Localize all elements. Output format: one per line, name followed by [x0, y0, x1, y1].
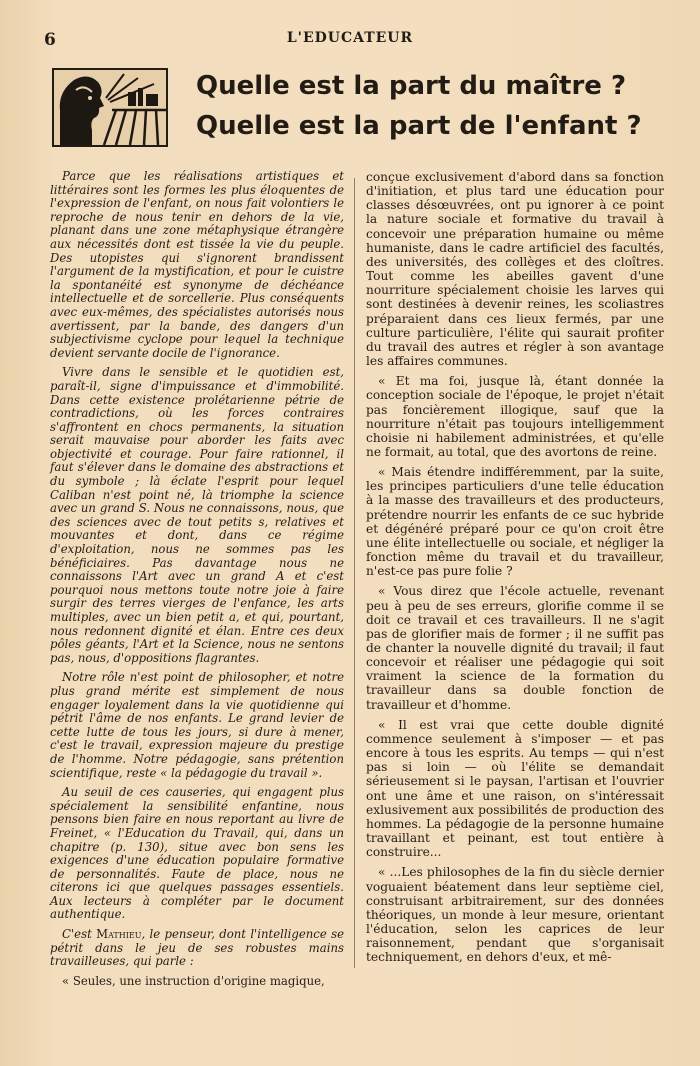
left-paragraph-1: Parce que les réalisations artistiques et littéraires sont les formes les plus éloquentes de l'expression de l'enfant, on nous fait volontiers le reproche de nous tenir en dehors de la vie, planant dans une zone métaphysique étrangère aux nécessités dont est tissée la vie du peuple. Des utopistes qui s'ignorent brandissent l'argument de la mystification, et pour le cuistre la spontanéité est synonyme de déchéance intellectuelle et de sorcellerie. Plus conséquents avec eux-mêmes, des spécialistes autorisés nous avertissent, par la bande, des dangers d'un subjectivisme cyclope pour lequel la technique devient servante docile de l'ignorance. [50, 169, 344, 360]
left-paragraph-4: Au seuil de ces causeries, qui engagent plus spécialement la sensibilité enfantine, nous pensons bien faire en nous reportant au livre de Freinet, « l'Education du Travail, qui, dans un chapitre (p. 130), situe avec bon sens les exigences d'une éducation populaire formative de personnalités. Faute de place, nous ne citerons ici que quelques passages essentiels. Aux lecteurs à compléter par le document authentique. [50, 785, 344, 922]
article-title [196, 66, 676, 146]
left-column [50, 170, 344, 994]
right-paragraph-4: « Vous direz que l'école actuelle, revenant peu à peu de ses erreurs, glorifie comme il se doit ce travail et ces travailleurs. Il ne s'agit pas de glorifier mais de former ; il ne suffit pas de chanter la nouvelle dignité du travail; il faut concevoir et réaliser une pédagogie qui soit vraiment la science de la formation du travailleur dans sa double fonction de travailleur et d'homme. [366, 584, 664, 712]
left-final-text-b: , le penseur, dont l'intelligence se pétrit dans le jeu de ses robustes mains travailleuses, qui parle : [50, 927, 344, 969]
right-column [366, 170, 664, 970]
left-paragraph-2: Vivre dans le sensible et le quotidien est, paraît-il, signe d'impuissance et d'immobilité. Dans cette existence prolétarienne pétrie de contradictions, où les forces contraires s'affrontent en chocs permanents, la situation serait mauvaise pour aborder les faits avec objectivité et courage. Pour faire rationnel, il faut s'élever dans le domaine des abstractions et du symbole ; là éclate l'esprit pour lequel Caliban n'est point né, là triomphe la science avec un grand S. Nous ne connaissons, nous, que des sciences avec de tout petits s, relatives et mouvantes et dont, dans ce régime d'exploitation, nous ne sommes pas les bénéficiaires. Pas davantage nous ne connaissons l'Art avec un grand A et c'est pourquoi nous mettons toute notre joie à faire surgir des terres vierges de l'enfance, les arts multiples, avec un bien petit a, et qui, pourtant, nous redonnent dignité et élan. Entre ces deux pôles géants, l'Art et la Science, nous ne sentons pas, nous, d'oppositions flagrantes. [50, 365, 344, 665]
woodcut-illustration-icon [54, 70, 166, 145]
column-divider [354, 178, 355, 968]
page-number: 6 [44, 30, 56, 50]
right-paragraph-3: « Mais étendre indifféremment, par la suite, les principes particuliers d'une telle éducation à la masse des travailleurs et des producteurs, prétendre nourrir les enfants de ce suc hybride et dégénéré préparé pour ce qu'on croit être une élite intellectuelle ou sociale, et négliger la fonction même du travail et du travailleur, n'est-ce pas pure folie ? [366, 465, 664, 579]
title-line-2: Quelle est la part de l'enfant ? [196, 111, 642, 141]
right-paragraph-2: « Et ma foi, jusque là, étant donnée la conception sociale de l'époque, le projet n'était pas foncièrement illogique, sauf que la nourriture n'était pas toujours intelligemment choisie ni habilement administrées, et qu'elle ne formait, au total, que des avortons de reine. [366, 374, 664, 459]
section-logo-illustration [52, 68, 168, 147]
right-paragraph-1: conçue exclusivement d'abord dans sa fonction d'initiation, et plus tard une éducation pour classes désœuvrées, ont pu ignorer à ce point la nature sociale et formative du travail à concevoir une préparation humaine ou même humaniste, dans le cadre artificiel des facultés, des universités, des collèges et des cloîtres. Tout comme les abeilles gavent d'une nourriture spécialement choisie les larves qui sont destinées à devenir reines, les scoliastres préparaient dans ces lieux fermés, par une culture particulière, l'élite qui saurait profiter du travail des autres et régler à son avantage les affaires communes. [366, 170, 664, 369]
right-paragraph-6: « ...Les philosophes de la fin du siècle dernier voguaient béatement dans leur septième ciel, construisant arbitrairement, sur des données théoriques, un monde à leur mesure, orientant l'éducation, selon les caprices de leur raisonnement, pendant que s'organisait techniquement, en dehors d'eux, et mê- [366, 865, 664, 965]
left-quote-start: « Seules, une instruction d'origine magique, [62, 973, 325, 988]
left-paragraph-3: Notre rôle n'est point de philosopher, et notre plus grand mérite est simplement de nous engager loyalement dans la vie quotidienne qui pétrit l'âme de nos enfants. Le grand levier de cette lutte de tous les jours, si dure à mener, c'est le travail, expression majeure du prestige de l'homme. Notre pédagogie, sans prétention scientifique, reste « la pédagogie du travail ». [50, 670, 344, 780]
title-line-1: Quelle est la part du maître ? [196, 71, 627, 101]
left-paragraph-5 [50, 928, 344, 969]
left-final-text-a: C'est [62, 927, 97, 942]
author-name: Mathieu [96, 927, 142, 942]
journal-header: L'EDUCATEUR [286, 30, 414, 46]
right-paragraph-5: « Il est vrai que cette double dignité commence seulement à s'imposer — et pas encore à tous les esprits. Au temps — qui n'est pas si loin — où l'élite se demandait sérieusement si le paysan, l'artisan et l'ouvrier ont une âme et une raison, on s'intéressait exlusivement aux possibilités de production des hommes. La pédagogie de la personne humaine travaillant et peinant, est tout entière à construire... [366, 717, 664, 860]
